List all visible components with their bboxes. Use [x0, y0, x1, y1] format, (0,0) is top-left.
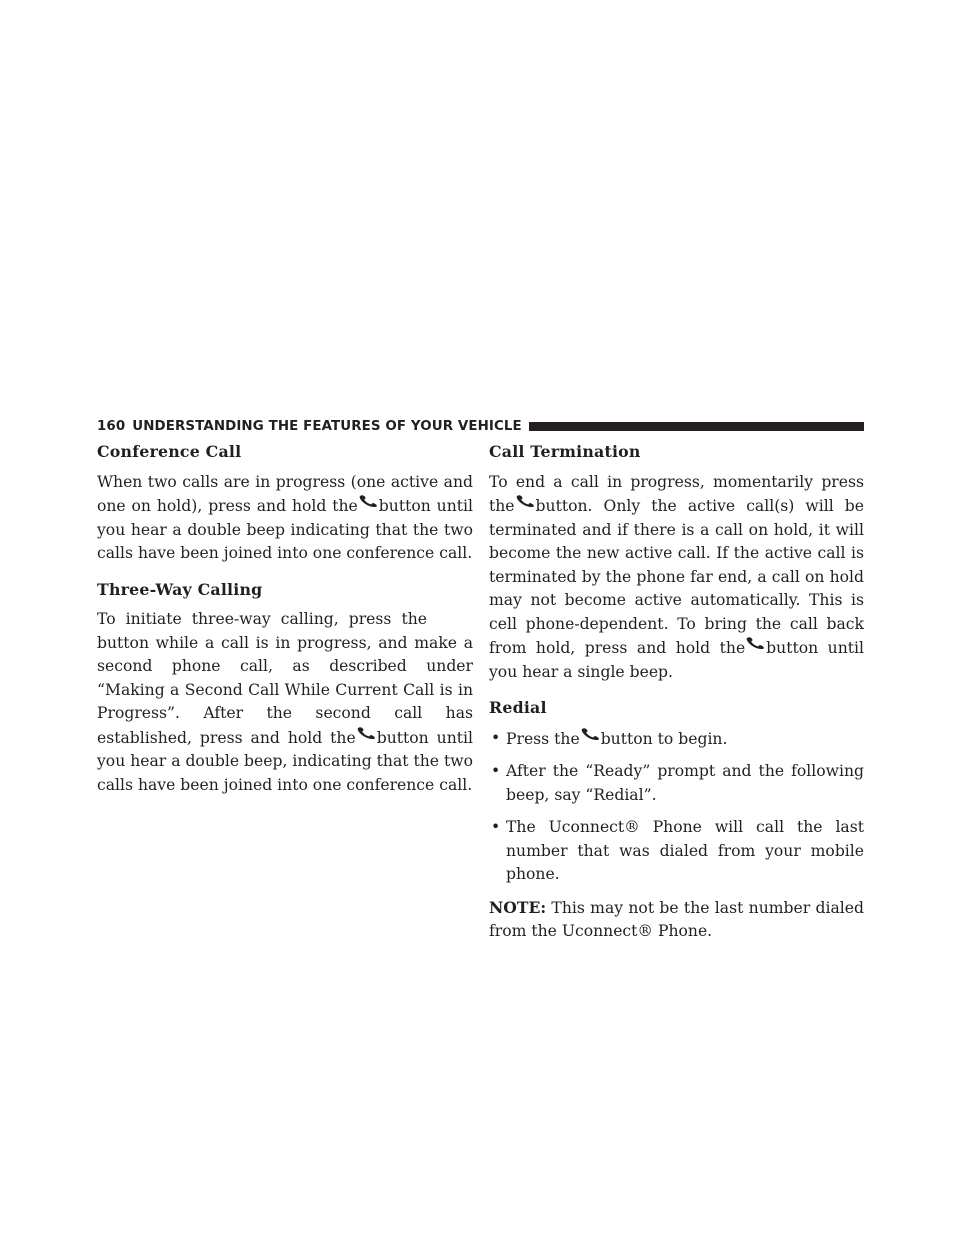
phone-handset-icon: [746, 636, 765, 650]
termination-text-1: To end a call in progress, momentarily press the: [489, 472, 864, 515]
list-item: [489, 816, 864, 887]
termination-text-2: button. Only the active call(s) will be terminated and if there is a call on hold, it will become the new active call. If the active call is terminated by the phone far end, a call on hold may not become active automatically. This is cell phone-dependent. To bring the call back from hold, press and hold the: [489, 497, 864, 657]
termination-text-3: button until you hear a single beep.: [489, 639, 864, 681]
list-item: [489, 760, 864, 807]
phone-handset-icon: [359, 494, 378, 508]
three-way-calling-heading: Three-Way Calling: [97, 579, 263, 599]
redial-item1-text-2: button to begin.: [600, 729, 728, 748]
redial-list: [489, 727, 864, 887]
call-termination-heading: Call Termination: [489, 442, 641, 461]
conference-call-heading: Conference Call: [97, 442, 242, 461]
three-way-text-2: button while a call is in progress, and make a second phone call, as described under “Making a Second Call While Current Call is in Progress”. After the second call has established, press and hold the: [97, 633, 473, 747]
three-way-calling-paragraph: [97, 608, 473, 797]
three-way-text-1: To initiate three-way calling, press the: [97, 610, 427, 628]
note-text: This may not be the last number dialed from the Uconnect® Phone.: [489, 898, 864, 940]
note-paragraph: [489, 896, 864, 944]
header-rule: [529, 422, 864, 431]
note-label: NOTE:: [489, 897, 547, 917]
page-number: 160: [97, 418, 126, 434]
redial-item2-text: After the “Ready” prompt and the following beep, say “Redial”.: [506, 762, 864, 804]
phone-handset-icon: [357, 726, 376, 740]
redial-heading: Redial: [489, 698, 547, 717]
conference-text-1: When two calls are in progress (one active and one on hold), press and hold the: [97, 472, 473, 515]
page-header: [97, 416, 864, 436]
bullet: •: [491, 762, 501, 780]
redial-item1-text-1: Press the: [506, 729, 580, 748]
section-title: UNDERSTANDING THE FEATURES OF YOUR VEHICLE: [132, 418, 522, 434]
call-termination-paragraph: [489, 471, 864, 685]
list-item: [489, 727, 864, 752]
bullet: •: [491, 818, 501, 836]
conference-call-paragraph: [97, 471, 473, 566]
phone-handset-icon: [581, 727, 600, 741]
three-way-text-3: button until you hear a double beep, indicating that the two calls have been joined into one conference call.: [97, 728, 473, 794]
left-column: [97, 440, 473, 809]
bullet: •: [491, 728, 501, 747]
phone-handset-icon: [516, 494, 535, 508]
redial-item3-text: The Uconnect® Phone will call the last number that was dialed from your mobile phone.: [506, 818, 864, 883]
right-column: [489, 440, 864, 956]
conference-text-2: button until you hear a double beep indicating that the two calls have been joined into one conference call.: [97, 497, 474, 562]
